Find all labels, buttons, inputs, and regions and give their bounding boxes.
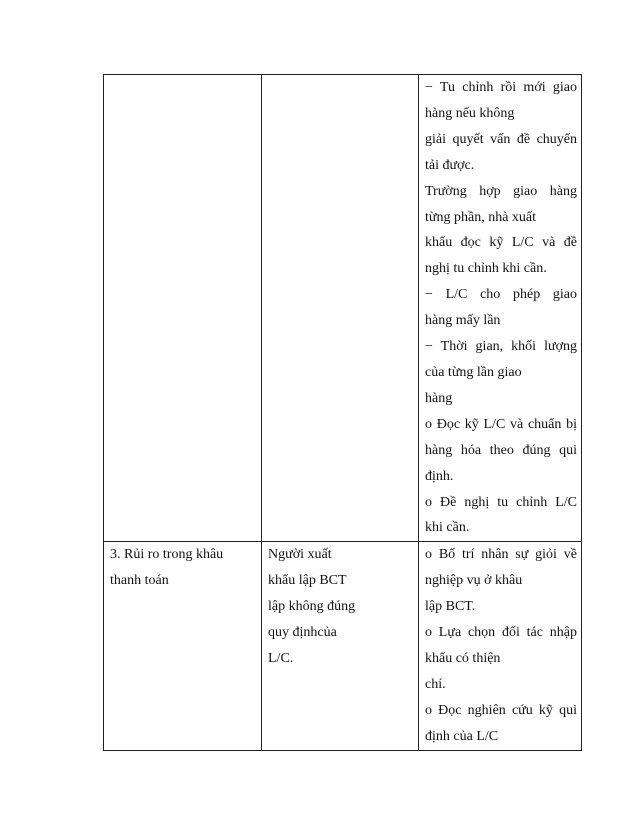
- text-line: lập không đúng: [268, 599, 356, 615]
- text-line: khẩu lập BCT: [268, 573, 347, 589]
- text-line: nghị tu chỉnh khi cần.: [425, 261, 547, 277]
- text-line: của từng lần giao: [425, 364, 522, 380]
- text-line: định.: [425, 468, 454, 484]
- risk-cause-cell: [262, 75, 419, 542]
- text-line: nghiệp vụ ở khâu: [425, 573, 523, 589]
- table-row: [104, 542, 582, 750]
- text-line: o Bố trí nhân sự giỏi về: [425, 547, 577, 563]
- text-line: − Thời gian, khối lượng: [425, 339, 577, 355]
- text-line: 3. Rủi ro trong khâu: [110, 547, 224, 563]
- risk-cause-cell: [262, 542, 419, 750]
- risk-table-body: [104, 75, 582, 751]
- text-line: L/C.: [268, 650, 294, 666]
- text-line: − L/C cho phép giao: [425, 287, 577, 303]
- table-row: [104, 75, 582, 542]
- risk-table: [103, 74, 582, 751]
- text-line: khẩu đọc kỹ L/C và đề: [425, 235, 577, 251]
- text-line: lập BCT.: [425, 599, 476, 615]
- text-line: hàng mấy lần: [425, 313, 501, 329]
- text-line: o Lựa chọn đối tác nhập: [425, 625, 577, 641]
- risk-category-cell: [104, 75, 262, 542]
- text-line: quy địnhcủa: [268, 625, 337, 641]
- text-line: o Đề nghị tu chỉnh L/C: [425, 494, 577, 510]
- text-line: định của L/C: [425, 728, 499, 744]
- text-line: tải được.: [425, 157, 475, 173]
- text-line: o Đọc kỹ L/C và chuẩn bị: [425, 416, 577, 432]
- text-line: − Tu chỉnh rồi mới giao: [425, 80, 577, 95]
- text-line: thanh toán: [110, 573, 169, 589]
- text-line: giải quyết vấn đề chuyển: [425, 131, 577, 147]
- text-line: khẩu có thiện: [425, 650, 501, 666]
- text-line: khi cần.: [425, 520, 470, 536]
- text-line: hàng nếu không: [425, 105, 515, 121]
- text-line: hàng: [425, 390, 453, 406]
- text-line: chí.: [425, 676, 446, 692]
- text-line: Người xuất: [268, 547, 332, 563]
- text-line: hàng hóa theo đúng qui: [425, 442, 577, 458]
- text-line: o Đọc nghiên cứu kỹ qui: [425, 702, 577, 718]
- risk-solution-cell: [419, 542, 582, 750]
- text-line: từng phần, nhà xuất: [425, 209, 537, 225]
- text-line: Trường hợp giao hàng: [425, 183, 577, 199]
- risk-solution-cell: [419, 75, 582, 542]
- risk-category-cell: [104, 542, 262, 750]
